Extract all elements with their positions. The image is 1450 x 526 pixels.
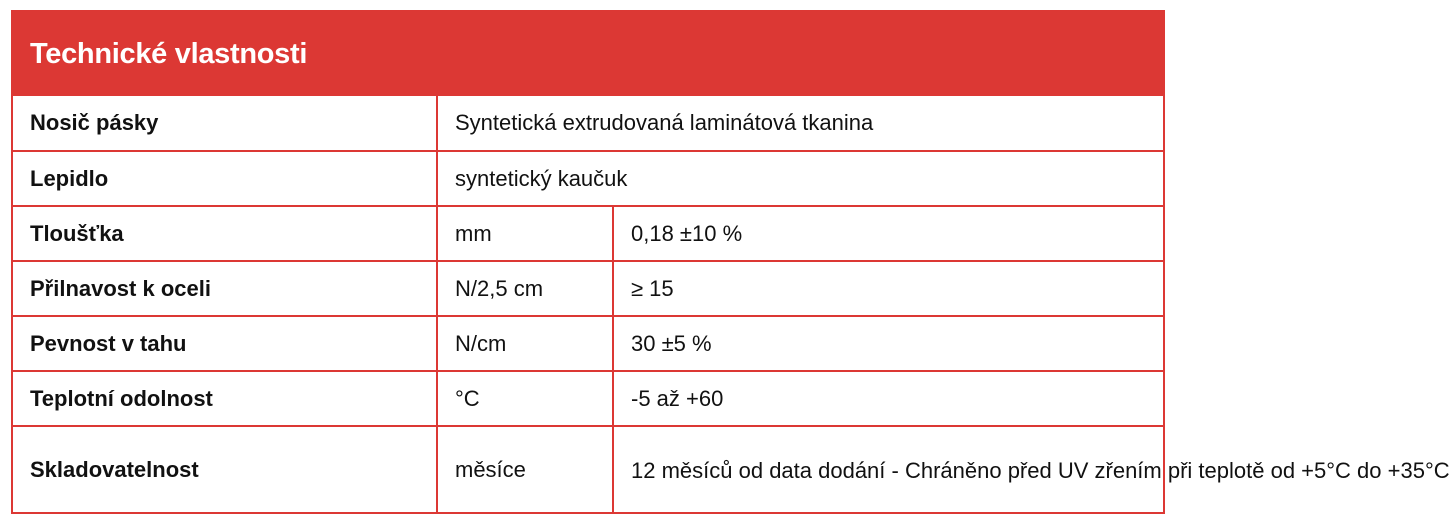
property-value: ≥ 15 (613, 261, 1163, 316)
table-row (13, 261, 1163, 316)
property-value: 0,18 ±10 % (613, 206, 1163, 261)
table-header (13, 12, 1163, 96)
table-row (13, 96, 1163, 151)
property-label: Tloušťka (13, 206, 437, 261)
property-label: Teplotní odolnost (13, 371, 437, 426)
property-label: Skladovatelnost (13, 426, 437, 513)
property-unit: mm (437, 206, 613, 261)
property-label: Pevnost v tahu (13, 316, 437, 371)
property-unit: °C (437, 371, 613, 426)
spec-table (13, 96, 1450, 513)
table-row (13, 316, 1163, 371)
property-value: Syntetická extrudovaná laminátová tkanina (437, 96, 1163, 151)
spec-table-frame (11, 10, 1450, 514)
table-title: Technické vlastnosti (30, 38, 308, 70)
property-label: Nosič pásky (13, 96, 437, 151)
property-value: 12 měsíců od data dodání - Chráněno před UV zřením při teplotě od +5°C do +35°C (613, 426, 1163, 513)
property-value: syntetický kaučuk (437, 151, 1163, 206)
property-value: -5 až +60 (613, 371, 1163, 426)
table-row (13, 371, 1163, 426)
table-row (13, 426, 1163, 513)
property-unit: N/2,5 cm (437, 261, 613, 316)
table-row (13, 206, 1163, 261)
table-row (13, 151, 1163, 206)
property-label: Přilnavost k oceli (13, 261, 437, 316)
property-value: 30 ±5 % (613, 316, 1163, 371)
property-unit: měsíce (437, 426, 613, 513)
property-unit: N/cm (437, 316, 613, 371)
property-label: Lepidlo (13, 151, 437, 206)
